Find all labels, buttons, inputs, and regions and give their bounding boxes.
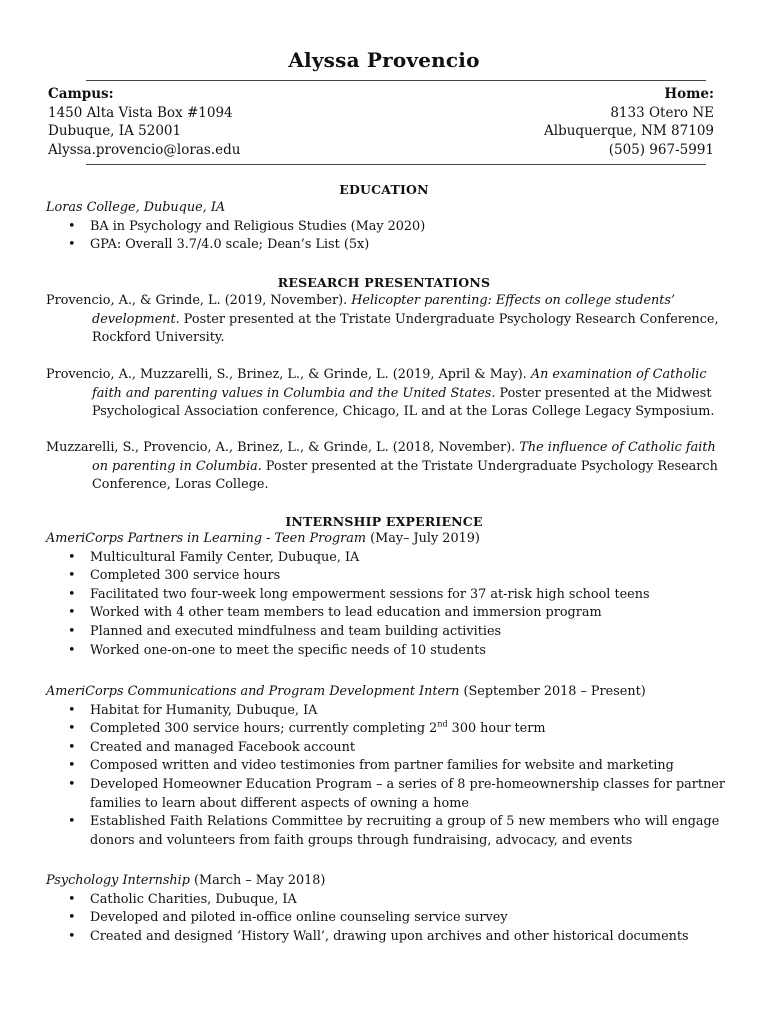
list-item: • Catholic Charities, Dubuque, IA bbox=[46, 891, 726, 910]
list-item: • GPA: Overall 3.7/4.0 scale; Dean’s List (5x) bbox=[46, 236, 726, 255]
bullet-icon: • bbox=[68, 814, 76, 830]
job-duties-list bbox=[46, 891, 726, 947]
list-item: • Created and designed ‘History Wall’, drawing upon archives and other historical documents bbox=[46, 928, 726, 947]
bullet-icon: • bbox=[68, 586, 76, 602]
bullet-icon: • bbox=[68, 891, 76, 907]
job-dates: (May– July 2019) bbox=[366, 531, 480, 546]
education-list bbox=[46, 218, 726, 255]
bullet-icon: • bbox=[68, 758, 76, 774]
home-address-line1: 8133 Otero NE bbox=[610, 104, 714, 121]
reference-entry: Muzzarelli, S., Provencio, A., Brinez, L., & Grinde, L. (2018, November). The influence of Catholic faith on parenting in Columbia. Poster presented at the Tristate Undergraduate Psychology Research Conference, Loras College. bbox=[46, 440, 718, 493]
bullet-icon: • bbox=[68, 642, 76, 658]
list-item: • Planned and executed mindfulness and team building activities bbox=[46, 623, 726, 642]
internship-job bbox=[46, 683, 726, 850]
internship-job bbox=[46, 530, 726, 660]
campus-label: Campus: bbox=[48, 86, 114, 102]
bullet-icon: • bbox=[68, 218, 76, 234]
list-item: • Created and managed Facebook account bbox=[46, 739, 726, 758]
campus-address-line1: 1450 Alta Vista Box #1094 bbox=[48, 104, 233, 121]
job-duties-list bbox=[46, 549, 726, 661]
list-item: • Facilitated two four-week long empowerment sessions for 37 at-risk high school teens bbox=[46, 586, 726, 605]
education-heading: EDUCATION bbox=[339, 182, 429, 197]
home-label: Home: bbox=[664, 86, 714, 102]
home-address-line2: Albuquerque, NM 87109 bbox=[544, 123, 714, 140]
list-item: • Developed and piloted in-office online counseling service survey bbox=[46, 909, 726, 928]
bullet-icon: • bbox=[68, 702, 76, 718]
job-dates: (September 2018 – Present) bbox=[459, 684, 646, 699]
bullet-icon: • bbox=[68, 623, 76, 639]
list-item: • Worked with 4 other team members to lead education and immersion program bbox=[46, 604, 726, 623]
job-duties-list bbox=[46, 702, 726, 851]
campus-address-line2: Dubuque, IA 52001 bbox=[48, 123, 182, 140]
research-heading: RESEARCH PRESENTATIONS bbox=[277, 275, 491, 290]
list-item: • Worked one-on-one to meet the specific needs of 10 students bbox=[46, 642, 726, 661]
list-item: • Composed written and video testimonies from partner families for website and marketing bbox=[46, 757, 726, 776]
internship-job bbox=[46, 872, 726, 946]
job-header bbox=[46, 683, 726, 702]
bullet-icon: • bbox=[68, 721, 76, 737]
list-item: • Developed Homeowner Education Program – a series of 8 pre-homeownership classes for partner families to learn about different aspects of owning a home bbox=[68, 776, 726, 811]
bullet-icon: • bbox=[68, 568, 76, 584]
reference-entry: Provencio, A., & Grinde, L. (2019, November). Helicopter parenting: Effects on college students’ development. Poster presented at the Tristate Undergraduate Psychology Research Conference, Rockford University. bbox=[46, 293, 719, 346]
list-item: • Completed 300 service hours; currently completing 2nd 300 hour term bbox=[46, 720, 726, 739]
list-item: • Completed 300 service hours bbox=[46, 567, 726, 586]
home-phone: (505) 967-5991 bbox=[608, 141, 714, 158]
education-section bbox=[46, 199, 726, 255]
header-top-rule bbox=[86, 80, 706, 81]
list-item: • BA in Psychology and Religious Studies (May 2020) bbox=[46, 218, 726, 237]
list-item: • Habitat for Humanity, Dubuque, IA bbox=[46, 702, 726, 721]
bullet-icon: • bbox=[68, 910, 76, 926]
campus-email: Alyssa.provencio@loras.edu bbox=[48, 141, 241, 158]
bullet-icon: • bbox=[68, 237, 76, 253]
bullet-icon: • bbox=[68, 739, 76, 755]
header-bottom-rule bbox=[86, 164, 706, 165]
job-header bbox=[46, 530, 726, 549]
bullet-icon: • bbox=[68, 928, 76, 944]
bullet-icon: • bbox=[68, 776, 76, 792]
reference-title: An examination of Catholic faith and parenting values in Columbia and the United States. bbox=[92, 367, 707, 401]
list-item: • Established Faith Relations Committee by recruiting a group of 5 new members who will engage donors and volunteers from faith groups through fundraising, advocacy, and events bbox=[68, 814, 720, 848]
reference-title: The influence of Catholic faith on parenting in Columbia. bbox=[92, 440, 716, 474]
campus-contact bbox=[48, 85, 240, 159]
resume-name: Alyssa Provencio bbox=[288, 48, 480, 72]
home-contact bbox=[430, 85, 714, 159]
job-role: AmeriCorps Communications and Program Development Intern bbox=[46, 684, 460, 699]
bullet-icon: • bbox=[68, 549, 76, 565]
internship-heading: INTERNSHIP EXPERIENCE bbox=[285, 514, 483, 529]
job-role: AmeriCorps Partners in Learning - Teen Program bbox=[46, 531, 367, 546]
list-item: • Multicultural Family Center, Dubuque, IA bbox=[46, 549, 726, 568]
reference-entry: Provencio, A., Muzzarelli, S., Brinez, L., & Grinde, L. (2019, April & May). An examination of Catholic faith and parenting values in Columbia and the United States. Poster presented at the Midwest Psychological Association conference, Chicago, IL and at the Loras College Legacy Symposium. bbox=[46, 367, 715, 420]
job-role: Psychology Internship bbox=[46, 873, 190, 888]
reference-title: Helicopter parenting: Effects on college students’ development. bbox=[92, 293, 676, 327]
job-header bbox=[46, 872, 726, 891]
bullet-icon: • bbox=[68, 605, 76, 621]
education-school: Loras College, Dubuque, IA bbox=[46, 200, 226, 215]
job-dates: (March – May 2018) bbox=[189, 873, 326, 888]
